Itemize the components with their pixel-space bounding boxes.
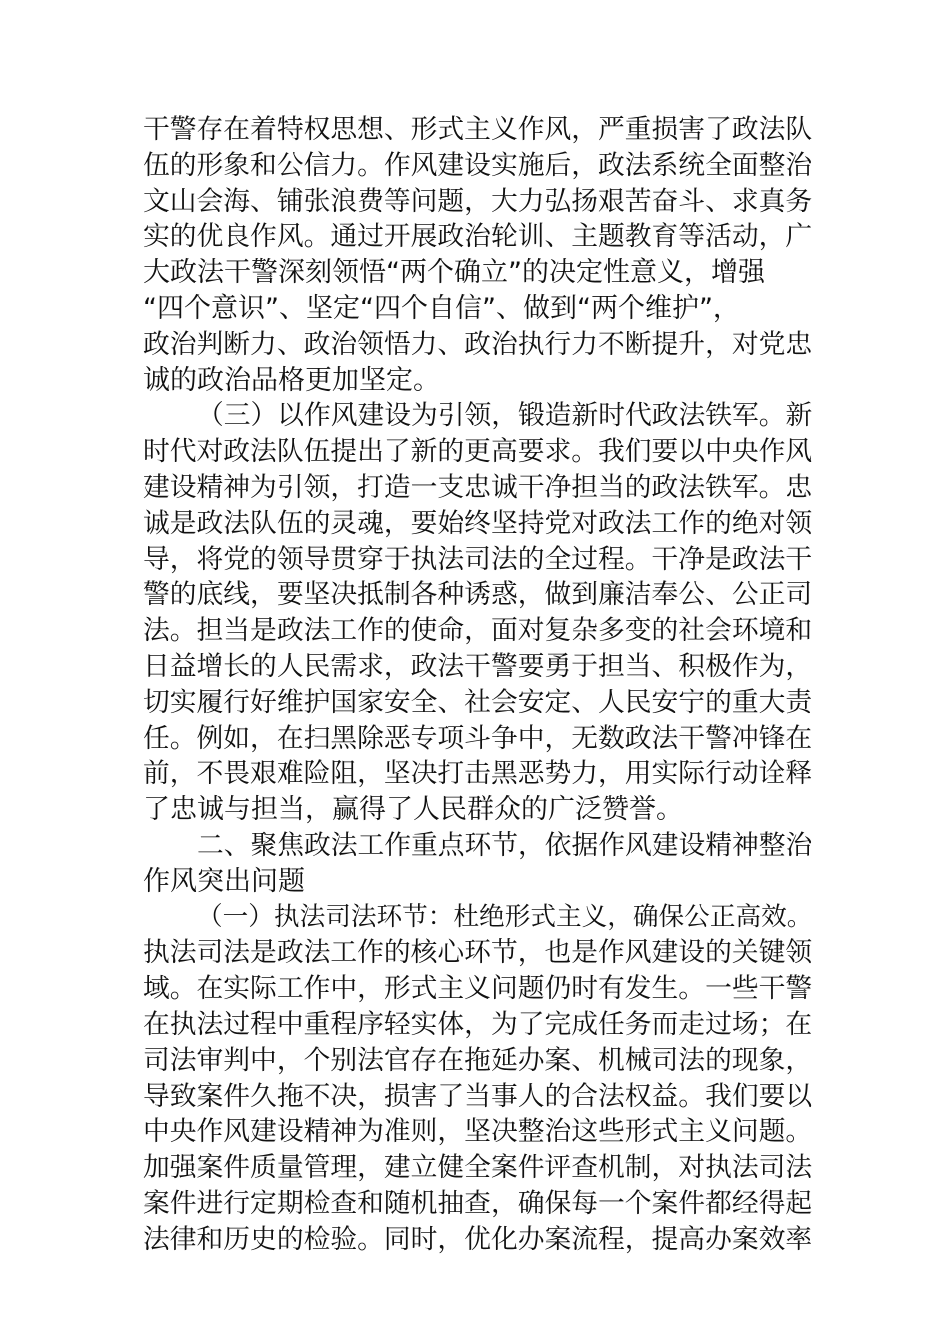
text-line: 实的优良作风。通过开展政治轮训、主题教育等活动，广 [143,221,813,253]
text-line: 了忠诚与担当，赢得了人民群众的广泛赞誉。 [143,794,683,826]
text-line: 法。担当是政法工作的使命，面对复杂多变的社会环境和 [143,615,813,647]
text-line: 案件进行定期检查和随机抽查，确保每一个案件都经得起 [143,1187,813,1219]
text-line: 导致案件久拖不决，损害了当事人的合法权益。我们要以 [143,1080,813,1112]
section-heading-1: （一）执法司法环节：杜绝形式主义，确保公正高效。 [197,901,813,932]
text-line: 诚的政治品格更加坚定。 [143,364,440,396]
text-line: 伍的形象和公信力。作风建设实施后，政法系统全面整治 [143,149,813,181]
chapter-heading-2: 二、聚焦政法工作重点环节，依据作风建设精神整治 [197,829,813,861]
text-line: 建设精神为引领，打造一支忠诚干净担当的政法铁军。忠 [143,471,813,503]
chapter-heading-2-continued: 作风突出问题 [143,865,305,897]
text-line: 前，不畏艰难险阻，坚决打击黑恶势力，用实际行动诠释 [143,758,813,790]
text-line: 任。例如，在扫黑除恶专项斗争中，无数政法干警冲锋在 [143,722,813,754]
text-line: 诚是政法队伍的灵魂，要始终坚持党对政法工作的绝对领 [143,507,813,539]
text-line: 中央作风建设精神为准则，坚决整治这些形式主义问题。 [143,1116,813,1148]
text-line: 法律和历史的检验。同时，优化办案流程，提高办案效率 [143,1223,813,1255]
document-body [143,112,815,1258]
text-line: 加强案件质量管理，建立健全案件评查机制，对执法司法 [143,1152,813,1184]
text-line: 日益增长的人民需求，政法干警要勇于担当、积极作为， [143,650,813,682]
text-line: 大政法干警深刻领悟“两个确立”的决定性意义，增强 [143,257,765,289]
text-line: 导，将党的领导贯穿于执法司法的全过程。干净是政法干 [143,543,813,575]
text-line: 文山会海、铺张浪费等问题，大力弘扬艰苦奋斗、求真务 [143,185,813,217]
text-line: 执法司法是政法工作的核心环节，也是作风建设的关键领 [143,937,813,969]
section-heading-3: （三）以作风建设为引领，锻造新时代政法铁军。新 [197,400,813,432]
text-line: 域。在实际工作中，形式主义问题仍时有发生。一些干警 [143,973,813,1005]
text-line: 时代对政法队伍提出了新的更高要求。我们要以中央作风 [143,436,813,468]
text-line: 切实履行好维护国家安全、社会安定、人民安宁的重大责 [143,686,813,718]
text-line: 政治判断力、政治领悟力、政治执行力不断提升，对党忠 [143,328,813,360]
text-line: “四个意识”、坚定“四个自信”、做到“两个维护”， [143,292,740,324]
text-line: 警的底线，要坚决抵制各种诱惑，做到廉洁奉公、公正司 [143,579,813,611]
text-line: 干警存在着特权思想、形式主义作风，严重损害了政法队 [143,114,813,145]
text-line: 司法审判中，个别法官存在拖延办案、机械司法的现象， [143,1044,813,1076]
text-line: 在执法过程中重程序轻实体，为了完成任务而走过场；在 [143,1008,813,1040]
